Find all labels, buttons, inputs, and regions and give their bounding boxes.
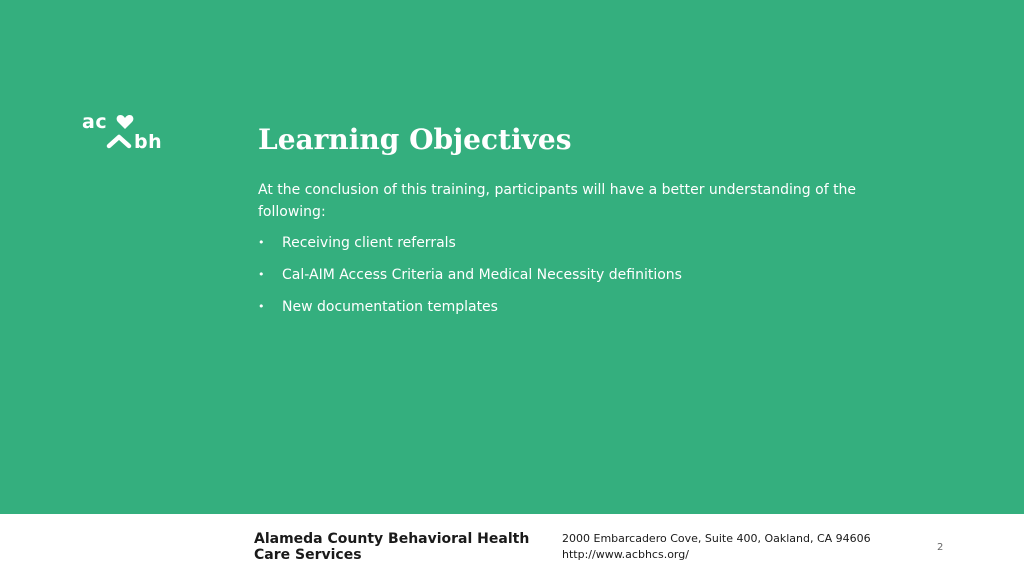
footer-contact: [562, 531, 902, 563]
logo-text-ac: ac: [82, 111, 108, 133]
heart-icon: [116, 114, 134, 130]
footer-url-link[interactable]: http://www.acbhcs.org/: [562, 548, 689, 561]
bullet-icon: •: [258, 268, 265, 281]
acbh-logo: [82, 112, 168, 154]
footer-organization: [254, 531, 544, 563]
page-title: Learning Objectives: [258, 123, 572, 156]
intro-text: At the conclusion of this training, participants will have a better understanding of the following:: [258, 182, 857, 220]
footer-org-line2: Care Services: [254, 547, 362, 563]
bullet-icon: •: [258, 300, 265, 313]
chevron-up-icon: [106, 133, 132, 149]
list-item-text: New documentation templates: [282, 299, 498, 315]
list-item-text: Cal-AIM Access Criteria and Medical Necessity definitions: [282, 267, 682, 283]
page-number: 2: [937, 542, 944, 553]
logo-text-bh: bh: [134, 131, 163, 153]
bullet-icon: •: [258, 236, 265, 249]
footer-address: 2000 Embarcadero Cove, Suite 400, Oakland, CA 94606: [562, 532, 871, 545]
footer-org-line1: Alameda County Behavioral Health: [254, 531, 530, 547]
list-item-text: Receiving client referrals: [282, 235, 456, 251]
